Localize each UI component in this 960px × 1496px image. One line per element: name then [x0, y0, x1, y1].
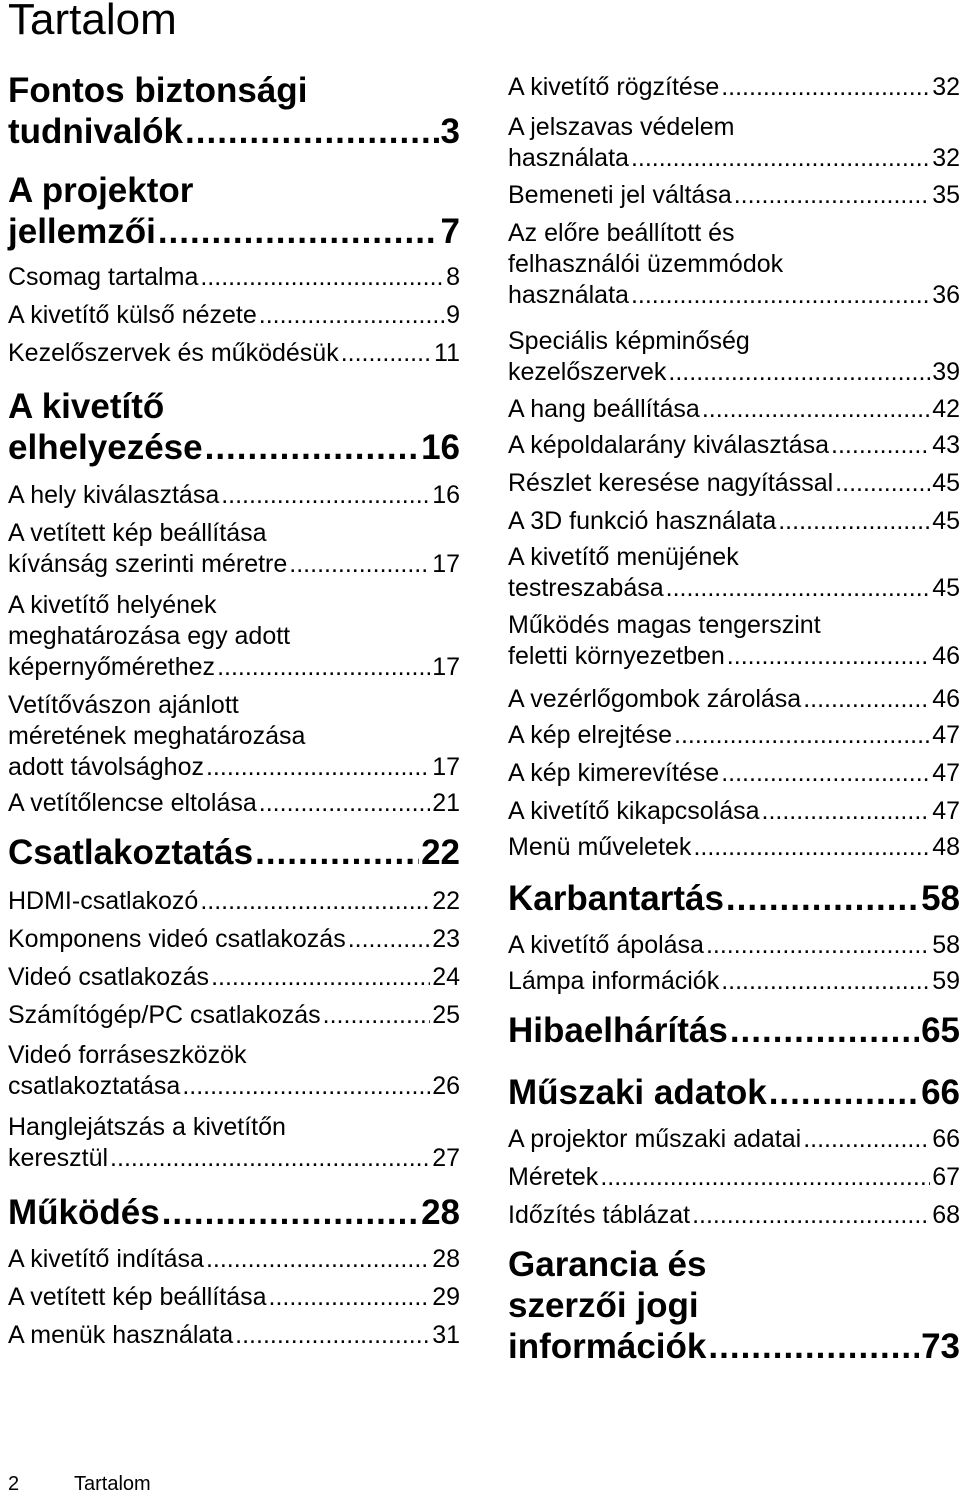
toc-entry-title-line: használata [508, 144, 629, 172]
toc-entry-page-number: 7 [440, 212, 460, 251]
dot-leader [185, 111, 439, 152]
dot-leader [631, 280, 930, 311]
left-toc-entry[interactable] [8, 590, 460, 683]
toc-entry-page-number: 73 [921, 1327, 960, 1366]
toc-entry-page-number: 47 [932, 797, 960, 825]
toc-entry-page-number: 25 [432, 1001, 460, 1029]
right-toc-entry[interactable] [508, 72, 960, 103]
toc-entry-title-line: A kivetítő külső nézete [8, 301, 257, 329]
right-toc-entry[interactable] [508, 430, 960, 461]
toc-entry-title-line: Méretek [508, 1163, 599, 1191]
toc-entry-title-line: Számítógép/PC csatlakozás [8, 1001, 321, 1029]
right-toc-entry[interactable] [508, 1162, 960, 1193]
dot-leader [110, 1143, 430, 1174]
toc-entry-page-number: 47 [932, 759, 960, 787]
right-toc-entry[interactable] [508, 832, 960, 863]
toc-entry-page-number: 32 [932, 144, 960, 172]
toc-entry-page-number: 46 [932, 642, 960, 670]
dot-leader [702, 394, 930, 425]
toc-entry-leader-row [508, 966, 960, 997]
toc-entry-leader-row [508, 143, 960, 174]
toc-entry-leader-row [8, 924, 460, 955]
toc-entry-leader-row [8, 652, 460, 683]
toc-entry-leader-row [508, 796, 960, 827]
toc-entry-title-line: Videó csatlakozás [8, 963, 210, 991]
toc-entry-page-number: 23 [432, 925, 460, 953]
dot-leader [217, 652, 430, 683]
toc-entry-leader-row [508, 832, 960, 863]
toc-entry-page-number: 67 [932, 1163, 960, 1191]
toc-entry-page-number: 47 [932, 721, 960, 749]
toc-entry-leader-row [508, 1072, 960, 1113]
dot-leader [730, 1010, 919, 1051]
toc-entry-page-number: 21 [432, 789, 460, 817]
toc-entry-page-number: 11 [434, 339, 460, 367]
left-toc-entry[interactable] [8, 1320, 460, 1351]
toc-entry-title-line: Fontos biztonsági [8, 71, 308, 110]
toc-entry-leader-row [8, 962, 460, 993]
right-toc-entry[interactable] [508, 542, 960, 604]
left-toc-entry[interactable] [8, 1244, 460, 1275]
dot-leader [259, 300, 444, 331]
toc-entry-title-line: A kivetítő rögzítése [508, 73, 720, 101]
footer-page-number: 2 [8, 1473, 20, 1495]
toc-entry-title-line: A kép kimerevítése [508, 759, 720, 787]
dot-leader [206, 752, 430, 783]
toc-entry-title-line: Bemeneti jel váltása [508, 181, 732, 209]
dot-leader [668, 357, 930, 388]
toc-entry-leader-row [8, 832, 460, 873]
toc-entry-page-number: 28 [421, 1193, 460, 1232]
toc-entry-leader-row [508, 1326, 960, 1367]
left-toc-entry[interactable] [8, 1112, 460, 1174]
toc-entry-title-line: keresztül [8, 1144, 109, 1172]
dot-leader [692, 1200, 930, 1231]
left-toc-entry[interactable] [8, 386, 460, 468]
toc-entry-title-line: A vezérlőgombok zárolása [508, 685, 802, 713]
right-toc-entry[interactable] [508, 758, 960, 789]
toc-entry-title-line: Az előre beállított és [508, 219, 735, 247]
toc-entry-page-number: 39 [932, 358, 960, 386]
toc-entry-leader-row [508, 357, 960, 388]
toc-entry-page-number: 43 [932, 431, 960, 459]
toc-entry-title-line: kezelőszervek [508, 358, 667, 386]
dot-leader [289, 549, 430, 580]
dot-leader [762, 796, 931, 827]
toc-entry-page-number: 28 [432, 1245, 460, 1273]
right-toc-entry[interactable] [508, 1072, 960, 1113]
toc-entry-leader-row [8, 886, 460, 917]
toc-entry-title-line: Működés [8, 1193, 160, 1232]
toc-entry-leader-row [8, 1143, 460, 1174]
toc-entry-page-number: 3 [440, 112, 460, 151]
dot-leader [706, 930, 930, 961]
dot-leader [211, 962, 430, 993]
toc-entry-page-number: 59 [932, 967, 960, 995]
toc-entry-page-number: 58 [921, 879, 960, 918]
dot-leader [206, 1244, 430, 1275]
toc-entry-page-number: 58 [932, 931, 960, 959]
dot-leader [835, 468, 930, 499]
dot-leader [341, 338, 432, 369]
right-toc-entry[interactable] [508, 1244, 960, 1367]
toc-entry-title-line: Csomag tartalma [8, 263, 199, 291]
dot-leader [769, 1072, 919, 1113]
toc-entry-page-number: 48 [932, 833, 960, 861]
toc-entry-leader-row [8, 111, 460, 152]
toc-entry-title-line: A kivetítő [8, 387, 165, 426]
toc-entry-leader-row [508, 930, 960, 961]
toc-entry-title-line: A kivetítő helyének [8, 591, 217, 619]
dot-leader [674, 720, 930, 751]
toc-entry-page-number: 66 [932, 1125, 960, 1153]
toc-entry-title-line: A kép elrejtése [508, 721, 672, 749]
toc-entry-page-number: 66 [921, 1073, 960, 1112]
toc-entry-page-number: 16 [421, 428, 460, 467]
toc-entry-title-line: adott távolsághoz [8, 753, 204, 781]
toc-entry-title-line: Karbantartás [508, 879, 724, 918]
toc-entry-title-line: felhasználói üzemmódok [508, 250, 784, 278]
dot-leader [693, 832, 930, 863]
left-toc-entry[interactable] [8, 1040, 460, 1102]
right-toc-entry[interactable] [508, 878, 960, 919]
toc-entry-title-line: Speciális képminőség [508, 327, 750, 355]
toc-entry-page-number: 8 [446, 263, 460, 291]
toc-entry-page-number: 45 [932, 469, 960, 497]
toc-entry-leader-row [508, 573, 960, 604]
dot-leader [666, 573, 931, 604]
dot-leader [600, 1162, 930, 1193]
toc-entry-leader-row [508, 1162, 960, 1193]
toc-entry-leader-row [508, 506, 960, 537]
toc-entry-page-number: 27 [432, 1144, 460, 1172]
toc-entry-leader-row [508, 468, 960, 499]
toc-entry-leader-row [508, 641, 960, 672]
toc-entry-leader-row [8, 427, 460, 468]
toc-entry-leader-row [508, 758, 960, 789]
toc-entry-page-number: 31 [432, 1321, 460, 1349]
toc-entry-title-line: A kivetítő menüjének [508, 543, 739, 571]
right-toc-entry[interactable] [508, 1010, 960, 1051]
left-toc-entry[interactable] [8, 338, 460, 369]
toc-entry-page-number: 65 [921, 1011, 960, 1050]
toc-entry-title-line: Videó forráseszközök [8, 1041, 247, 1069]
dot-leader [803, 684, 930, 715]
right-toc-entry[interactable] [508, 966, 960, 997]
toc-entry-leader-row [508, 720, 960, 751]
toc-entry-leader-row [8, 338, 460, 369]
dot-leader [221, 480, 430, 511]
toc-entry-title-line: A képoldalarány kiválasztása [508, 431, 830, 459]
toc-entry-leader-row [8, 1071, 460, 1102]
right-toc-entry[interactable] [508, 394, 960, 425]
left-toc-entry[interactable] [8, 962, 460, 993]
dot-leader [205, 427, 419, 468]
toc-entry-page-number: 17 [432, 753, 460, 781]
right-toc-entry[interactable] [508, 326, 960, 388]
toc-entry-title-line: Működés magas tengerszint [508, 611, 821, 639]
dot-leader [200, 886, 430, 917]
toc-entry-leader-row [8, 1320, 460, 1351]
toc-entry-title-line: A kivetítő ápolása [508, 931, 704, 959]
toc-entry-page-number: 22 [421, 833, 460, 872]
toc-entry-title-line: információk [508, 1327, 707, 1366]
dot-leader [721, 966, 930, 997]
right-toc-entry[interactable] [508, 610, 960, 672]
toc-entry-leader-row [8, 480, 460, 511]
toc-entry-title-line: kívánság szerinti méretre [8, 550, 288, 578]
toc-entry-title-line: A projektor műszaki adatai [508, 1125, 802, 1153]
toc-entry-leader-row [8, 788, 460, 819]
dot-leader [721, 72, 930, 103]
dot-leader [734, 180, 930, 211]
toc-entry-title-line: A hang beállítása [508, 395, 700, 423]
toc-entry-leader-row [508, 684, 960, 715]
toc-entry-page-number: 9 [446, 301, 460, 329]
toc-entry-page-number: 17 [432, 653, 460, 681]
toc-entry-title-line: csatlakoztatása [8, 1072, 181, 1100]
right-toc-entry[interactable] [508, 796, 960, 827]
toc-entry-page-number: 29 [432, 1283, 460, 1311]
dot-leader [726, 878, 919, 919]
left-toc-entry[interactable] [8, 886, 460, 917]
toc-entry-leader-row [8, 1000, 460, 1031]
toc-entry-page-number: 16 [432, 481, 460, 509]
dot-leader [269, 1282, 431, 1313]
dot-leader [182, 1071, 430, 1102]
dot-leader [727, 641, 930, 672]
dot-leader [255, 832, 419, 873]
toc-entry-title-line: elhelyezése [8, 428, 203, 467]
left-toc-entry[interactable] [8, 518, 460, 580]
dot-leader [708, 1326, 919, 1367]
toc-entry-title-line: Hanglejátszás a kivetítőn [8, 1113, 286, 1141]
dot-leader [778, 506, 930, 537]
dot-leader [158, 211, 439, 252]
left-toc-entry[interactable] [8, 924, 460, 955]
toc-entry-title-line: A vetített kép beállítása [8, 519, 267, 547]
toc-entry-title-line: Hibaelhárítás [508, 1011, 728, 1050]
left-toc-entry[interactable] [8, 788, 460, 819]
right-toc-entry[interactable] [508, 720, 960, 751]
toc-entry-leader-row [8, 752, 460, 783]
toc-entry-title-line: jellemzői [8, 212, 156, 251]
toc-entry-title-line: testreszabása [508, 574, 664, 602]
toc-entry-title-line: tudnivalók [8, 112, 184, 151]
toc-entry-title-line: Komponens videó csatlakozás [8, 925, 346, 953]
toc-entry-title-line: szerzői jogi [508, 1286, 699, 1325]
dot-leader [631, 143, 930, 174]
toc-entry-page-number: 24 [432, 963, 460, 991]
footer-section-title: Tartalom [74, 1473, 151, 1495]
toc-entry-page-number: 42 [932, 395, 960, 423]
toc-entry-page-number: 26 [432, 1072, 460, 1100]
toc-entry-page-number: 17 [432, 550, 460, 578]
toc-entry-title-line: A 3D funkció használata [508, 507, 777, 535]
toc-entry-title-line: használata [508, 281, 629, 309]
dot-leader [721, 758, 930, 789]
toc-entry-page-number: 46 [932, 685, 960, 713]
toc-entry-title-line: A jelszavas védelem [508, 113, 735, 141]
toc-entry-title-line: Részlet keresése nagyítással [508, 469, 834, 497]
dot-leader [162, 1192, 419, 1233]
toc-entry-leader-row [8, 1244, 460, 1275]
toc-entry-title-line: A menük használata [8, 1321, 234, 1349]
toc-entry-leader-row [8, 549, 460, 580]
toc-entry-title-line: HDMI-csatlakozó [8, 887, 199, 915]
right-toc-entry[interactable] [508, 218, 960, 311]
toc-entry-leader-row [508, 1200, 960, 1231]
toc-entry-leader-row [508, 1124, 960, 1155]
toc-entry-leader-row [508, 280, 960, 311]
toc-entry-title-line: feletti környezetben [508, 642, 725, 670]
toc-entry-leader-row [508, 430, 960, 461]
dot-leader [259, 788, 430, 819]
left-toc-entry[interactable] [8, 832, 460, 873]
toc-entry-leader-row [8, 1282, 460, 1313]
right-toc-entry[interactable] [508, 506, 960, 537]
toc-entry-leader-row [508, 1010, 960, 1051]
dot-leader [831, 430, 930, 461]
toc-entry-page-number: 45 [932, 574, 960, 602]
toc-entry-leader-row [8, 300, 460, 331]
left-toc-entry[interactable] [8, 1282, 460, 1313]
right-toc-entry[interactable] [508, 930, 960, 961]
toc-entry-title-line: méretének meghatározása [8, 722, 306, 750]
left-toc-entry[interactable] [8, 70, 460, 152]
left-toc-entry[interactable] [8, 300, 460, 331]
toc-entry-title-line: Csatlakoztatás [8, 833, 254, 872]
toc-entry-leader-row [508, 180, 960, 211]
right-toc-entry[interactable] [508, 1124, 960, 1155]
toc-entry-title-line: Garancia és [508, 1245, 707, 1284]
toc-entry-title-line: A vetített kép beállítása [8, 1283, 267, 1311]
toc-entry-leader-row [508, 72, 960, 103]
toc-entry-title-line: képernyőmérethez [8, 653, 216, 681]
toc-entry-leader-row [508, 878, 960, 919]
toc-entry-page-number: 35 [932, 181, 960, 209]
dot-leader [323, 1000, 431, 1031]
left-toc-entry[interactable] [8, 1000, 460, 1031]
toc-entry-title-line: Kezelőszervek és működésük [8, 339, 339, 367]
dot-leader [200, 262, 444, 293]
page-footer [8, 1472, 151, 1496]
left-toc-entry[interactable] [8, 1192, 460, 1233]
toc-entry-leader-row [8, 1192, 460, 1233]
toc-entry-title-line: Lámpa információk [508, 967, 720, 995]
toc-entry-page-number: 32 [932, 73, 960, 101]
toc-entry-title-line: Időzítés táblázat [508, 1201, 691, 1229]
toc-entry-title-line: Vetítővászon ajánlott [8, 691, 239, 719]
toc-entry-title-line: A vetítőlencse eltolása [8, 789, 257, 817]
toc-entry-title-line: A hely kiválasztása [8, 481, 220, 509]
toc-entry-leader-row [8, 211, 460, 252]
dot-leader [803, 1124, 930, 1155]
toc-entry-leader-row [8, 262, 460, 293]
toc-entry-page-number: 22 [432, 887, 460, 915]
page-title: Tartalom [8, 0, 177, 44]
left-toc-entry[interactable] [8, 690, 460, 783]
toc-entry-title-line: Műszaki adatok [508, 1073, 767, 1112]
toc-entry-title-line: A kivetítő kikapcsolása [508, 797, 760, 825]
toc-entry-leader-row [508, 394, 960, 425]
left-toc-entry[interactable] [8, 480, 460, 511]
toc-entry-title-line: Menü műveletek [508, 833, 692, 861]
toc-entry-title-line: A kivetítő indítása [8, 1245, 204, 1273]
right-toc-entry[interactable] [508, 468, 960, 499]
toc-entry-page-number: 45 [932, 507, 960, 535]
toc-entry-title-line: meghatározása egy adott [8, 622, 291, 650]
dot-leader [348, 924, 430, 955]
toc-entry-title-line: A projektor [8, 171, 194, 210]
toc-entry-page-number: 36 [932, 281, 960, 309]
left-toc-entry[interactable] [8, 170, 460, 252]
dot-leader [235, 1320, 430, 1351]
right-toc-entry[interactable] [508, 1200, 960, 1231]
right-toc-entry[interactable] [508, 112, 960, 174]
toc-entry-page-number: 68 [932, 1201, 960, 1229]
left-toc-entry[interactable] [8, 262, 460, 293]
right-toc-entry[interactable] [508, 180, 960, 211]
right-toc-entry[interactable] [508, 684, 960, 715]
